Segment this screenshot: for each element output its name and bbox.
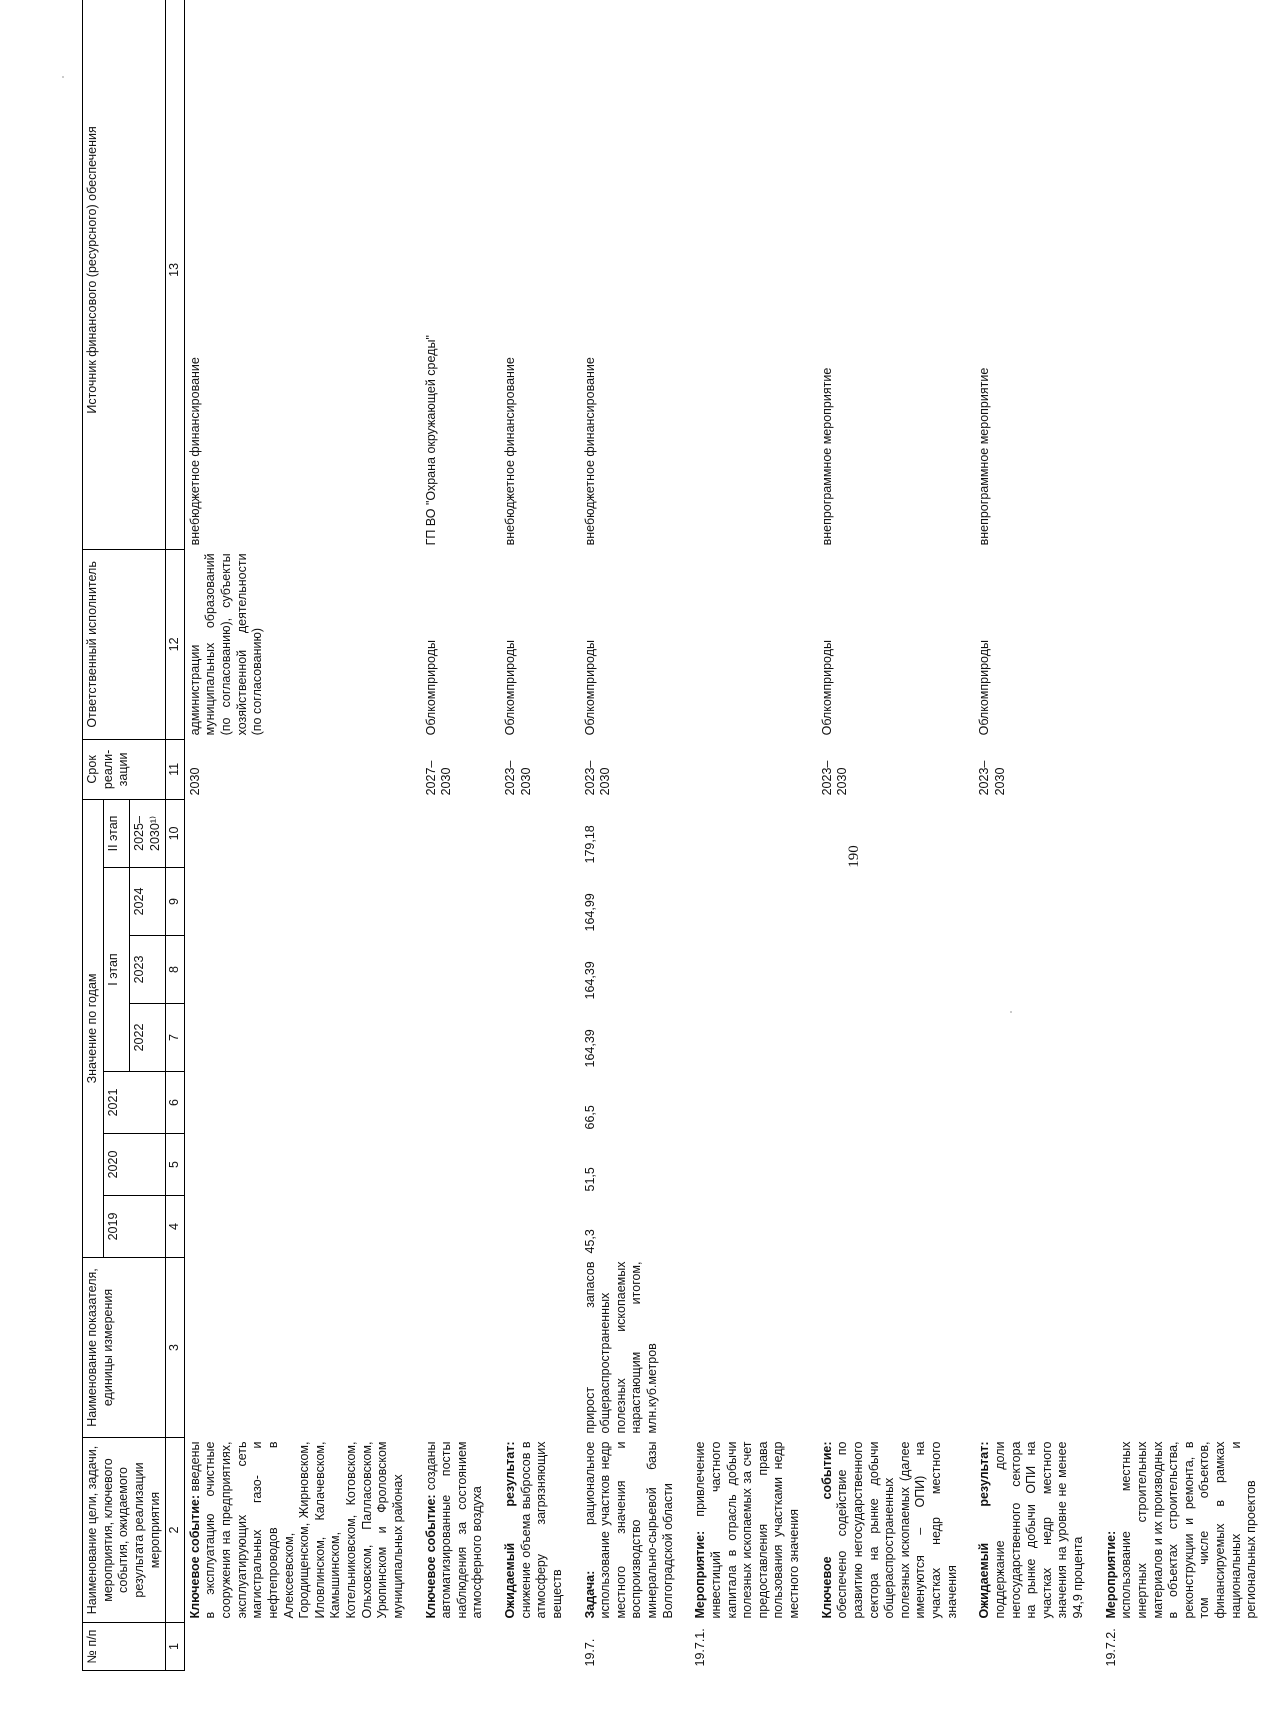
column-number: 10 <box>166 799 185 867</box>
row-lead: Мероприятие: <box>1103 1530 1118 1619</box>
column-number: 13 <box>166 0 185 549</box>
value-2020 <box>500 1134 580 1196</box>
row-lead: Ключевое событие: <box>187 1494 202 1619</box>
scan-speck <box>1010 1011 1012 1013</box>
header-stage-2: II этап <box>103 799 129 867</box>
header-name: Наименование цели, задачи, мероприятия, ключевого события, ожидаемого результата реализации мероприятия <box>83 1438 166 1623</box>
row-description <box>817 1438 975 1623</box>
value-2025-2030 <box>974 799 1100 867</box>
row-executor: администрации муниципальных образований (по согласованию), субъекты хозяйственной деятельности (по согласованию) <box>187 553 265 736</box>
value-2025-2030 <box>184 799 420 867</box>
row-source <box>1101 0 1274 549</box>
header-year-2020: 2020 <box>103 1134 166 1196</box>
row-lead: Ключевое событие: <box>423 1494 438 1619</box>
value-2022 <box>421 1004 501 1072</box>
value-2020: 51,5 <box>582 1167 597 1192</box>
value-2023 <box>817 936 975 1004</box>
value-2025-2030 <box>1101 799 1274 867</box>
table-row <box>421 0 501 1671</box>
row-number <box>500 1623 580 1671</box>
header-values-by-year: Значение по годам <box>83 799 104 1257</box>
value-2023 <box>421 936 501 1004</box>
row-number <box>974 1623 1100 1671</box>
column-numbers-row <box>166 0 185 1671</box>
table-row <box>500 0 580 1671</box>
header-year-2023: 2023 <box>129 936 165 1004</box>
row-description <box>421 1438 501 1623</box>
row-lead: Ожидаемый результат: <box>503 1441 517 1619</box>
row-indicator <box>690 1258 816 1438</box>
column-number: 8 <box>166 936 185 1004</box>
table-header <box>83 0 185 1671</box>
value-2021 <box>817 1072 975 1134</box>
value-2024: 164,99 <box>582 893 597 932</box>
row-executor: Облкомприроды <box>503 640 517 736</box>
table-row <box>1101 0 1274 1671</box>
row-source: внебюджетное финансирование <box>582 357 597 546</box>
row-executor: Облкомприроды <box>423 640 438 736</box>
value-2021 <box>690 1072 816 1134</box>
column-number: 1 <box>166 1623 185 1671</box>
row-lead: Задача: <box>582 1570 597 1619</box>
value-2022: 164,39 <box>582 1029 597 1068</box>
table-body <box>184 0 1274 1671</box>
column-number: 9 <box>166 868 185 936</box>
value-2019 <box>974 1196 1100 1258</box>
value-2022 <box>974 1004 1100 1072</box>
value-2021 <box>184 1072 420 1134</box>
row-term: 2023–2030 <box>503 760 533 796</box>
row-description <box>1101 1438 1274 1623</box>
header-year-2019: 2019 <box>103 1196 166 1258</box>
row-term <box>690 739 816 799</box>
value-2024 <box>184 868 420 936</box>
row-text: поддержание доли негосударственного сектора на рынке добычи ОПИ на участках недр местного значения на уровне не менее 94,9 процента <box>992 1441 1085 1619</box>
row-term: 2030 <box>187 767 202 796</box>
header-indicator: Наименование показателя, единицы измерения <box>83 1258 166 1438</box>
row-indicator: прирост запасов общераспространенных полезных ископаемых нарастающим итогом, млн.куб.метров <box>582 1261 659 1434</box>
row-source: внебюджетное финансирование <box>187 357 202 546</box>
row-executor: Облкомприроды <box>977 640 992 736</box>
value-2023 <box>690 936 816 1004</box>
header-source: Источник финансового (ресурсного) обеспечения <box>83 0 166 549</box>
table-row <box>184 0 420 1671</box>
value-2023 <box>974 936 1100 1004</box>
table-row <box>974 0 1100 1671</box>
row-text: использование местных инертных строительных материалов и их производных в объектах строительства, реконструкции и ремонта, в том числе объектов, финансируемых в рамках национальных и региональных проектов <box>1119 1441 1259 1619</box>
header-num: № п/п <box>83 1623 166 1671</box>
row-number <box>421 1623 501 1671</box>
value-2021: 66,5 <box>582 1105 597 1130</box>
table-row <box>817 0 975 1671</box>
value-2023: 164,39 <box>582 961 597 1000</box>
row-text: снижение объема выбросов в атмосферу загрязняющих веществ <box>518 1441 564 1619</box>
column-number: 7 <box>166 1004 185 1072</box>
row-number: 19.7.1. <box>693 1628 708 1667</box>
column-number: 2 <box>166 1438 185 1623</box>
row-term: 2027–2030 <box>423 760 454 796</box>
value-2019 <box>1101 1196 1274 1258</box>
row-indicator <box>184 1258 420 1438</box>
value-2024 <box>974 868 1100 936</box>
column-number: 6 <box>166 1072 185 1134</box>
table-row <box>690 0 816 1671</box>
row-description <box>184 1438 420 1623</box>
row-indicator <box>1101 1258 1274 1438</box>
value-2021 <box>1101 1072 1274 1134</box>
value-2022 <box>1101 1004 1274 1072</box>
row-number <box>817 1623 975 1671</box>
value-2019 <box>184 1196 420 1258</box>
column-number: 12 <box>166 549 185 739</box>
value-2025-2030 <box>690 799 816 867</box>
program-measures-table <box>82 0 1274 1671</box>
header-stage-1: I этап <box>103 868 129 1072</box>
value-2025-2030 <box>500 799 580 867</box>
value-2023 <box>184 936 420 1004</box>
value-2025-2030 <box>421 799 501 867</box>
value-2021 <box>974 1072 1100 1134</box>
row-description <box>500 1438 580 1623</box>
row-indicator <box>817 1258 975 1438</box>
value-2022 <box>184 1004 420 1072</box>
row-executor: Облкомприроды <box>819 640 834 736</box>
row-executor <box>1101 549 1274 739</box>
row-text: созданы автоматизированные посты наблюдения за состоянием атмосферного воздуха <box>423 1441 485 1619</box>
row-indicator <box>974 1258 1100 1438</box>
row-text: обеспечено содействие по развитию негосударственного сектора на рынке добычи общераспространенных полезных ископаемых (далее именуются – ОПИ) на участках недр местного значения <box>835 1441 959 1619</box>
column-number: 5 <box>166 1134 185 1196</box>
value-2024 <box>421 868 501 936</box>
value-2024 <box>1101 868 1274 936</box>
value-2022 <box>500 1004 580 1072</box>
row-source: внебюджетное финансирование <box>503 357 517 546</box>
row-term: 2023–2030 <box>819 760 850 796</box>
value-2021 <box>500 1072 580 1134</box>
value-2020 <box>1101 1134 1274 1196</box>
value-2022 <box>817 1004 975 1072</box>
row-text: введены в эксплуатацию очистные сооружения на предприятиях, эксплуатирующих сеть магистральных газо- и нефтепроводов в Алексеевском, Городищенском, Жирновском, Иловлинском, Калачевском, Камышинском, Котельниковском, Котовском, Ольховском, Палласовском, Урюпинском и Фроловском муниципальных районах <box>187 1441 405 1619</box>
row-description <box>690 1438 816 1623</box>
value-2022 <box>690 1004 816 1072</box>
row-source <box>690 0 816 549</box>
value-2025-2030 <box>817 799 975 867</box>
row-source: ГП ВО "Охрана окружающей среды" <box>423 335 438 546</box>
row-source: внепрограммное мероприятие <box>977 367 992 546</box>
value-2020 <box>817 1134 975 1196</box>
value-2021 <box>421 1072 501 1134</box>
column-number: 11 <box>166 739 185 799</box>
value-2019 <box>421 1196 501 1258</box>
value-2024 <box>500 868 580 936</box>
row-term: 2023–2030 <box>977 760 1007 796</box>
row-term <box>1101 739 1274 799</box>
row-number <box>184 1623 420 1671</box>
row-indicator <box>421 1258 501 1438</box>
value-2020 <box>690 1134 816 1196</box>
row-description <box>974 1438 1100 1623</box>
scan-speck <box>62 76 64 78</box>
header-year-2024: 2024 <box>129 868 165 936</box>
row-indicator <box>500 1258 580 1438</box>
row-text: рациональное использование участков недр местного значения и воспроизводство минерально-сырьевой базы Волгоградской области <box>582 1441 675 1619</box>
value-2020 <box>974 1134 1100 1196</box>
row-lead: Мероприятие: <box>693 1530 708 1619</box>
row-text: привлечение инвестиций частного капитала в отрасль добычи полезных ископаемых за счет предоставления права пользования участками недр местного значения <box>693 1441 801 1619</box>
value-2019 <box>500 1196 580 1258</box>
column-number: 4 <box>166 1196 185 1258</box>
value-2020 <box>421 1134 501 1196</box>
table-row <box>580 0 691 1671</box>
row-number: 19.7.2. <box>1103 1628 1118 1667</box>
value-2023 <box>1101 936 1274 1004</box>
header-term: Срок реали-зации <box>83 739 166 799</box>
row-term: 2023–2030 <box>582 760 613 796</box>
row-description <box>580 1438 691 1623</box>
page-number: 190 <box>846 845 862 868</box>
value-2019 <box>817 1196 975 1258</box>
header-executor: Ответственный исполнитель <box>83 549 166 739</box>
row-lead: Ключевое событие: <box>819 1441 834 1619</box>
value-2019: 45,3 <box>582 1229 597 1254</box>
row-number: 19.7. <box>582 1638 597 1667</box>
value-2024 <box>690 868 816 936</box>
row-executor <box>690 549 816 739</box>
value-2025-2030: 179,18 <box>582 825 597 864</box>
value-2019 <box>690 1196 816 1258</box>
header-year-2025-2030: 2025–2030¹⁾ <box>129 799 165 867</box>
row-lead: Ожидаемый результат: <box>977 1441 992 1619</box>
value-2020 <box>184 1134 420 1196</box>
value-2023 <box>500 936 580 1004</box>
value-2024 <box>817 868 975 936</box>
row-executor: Облкомприроды <box>582 640 597 736</box>
header-year-2021: 2021 <box>103 1072 166 1134</box>
column-number: 3 <box>166 1258 185 1438</box>
row-source: внепрограммное мероприятие <box>819 367 834 546</box>
header-year-2022: 2022 <box>129 1004 165 1072</box>
